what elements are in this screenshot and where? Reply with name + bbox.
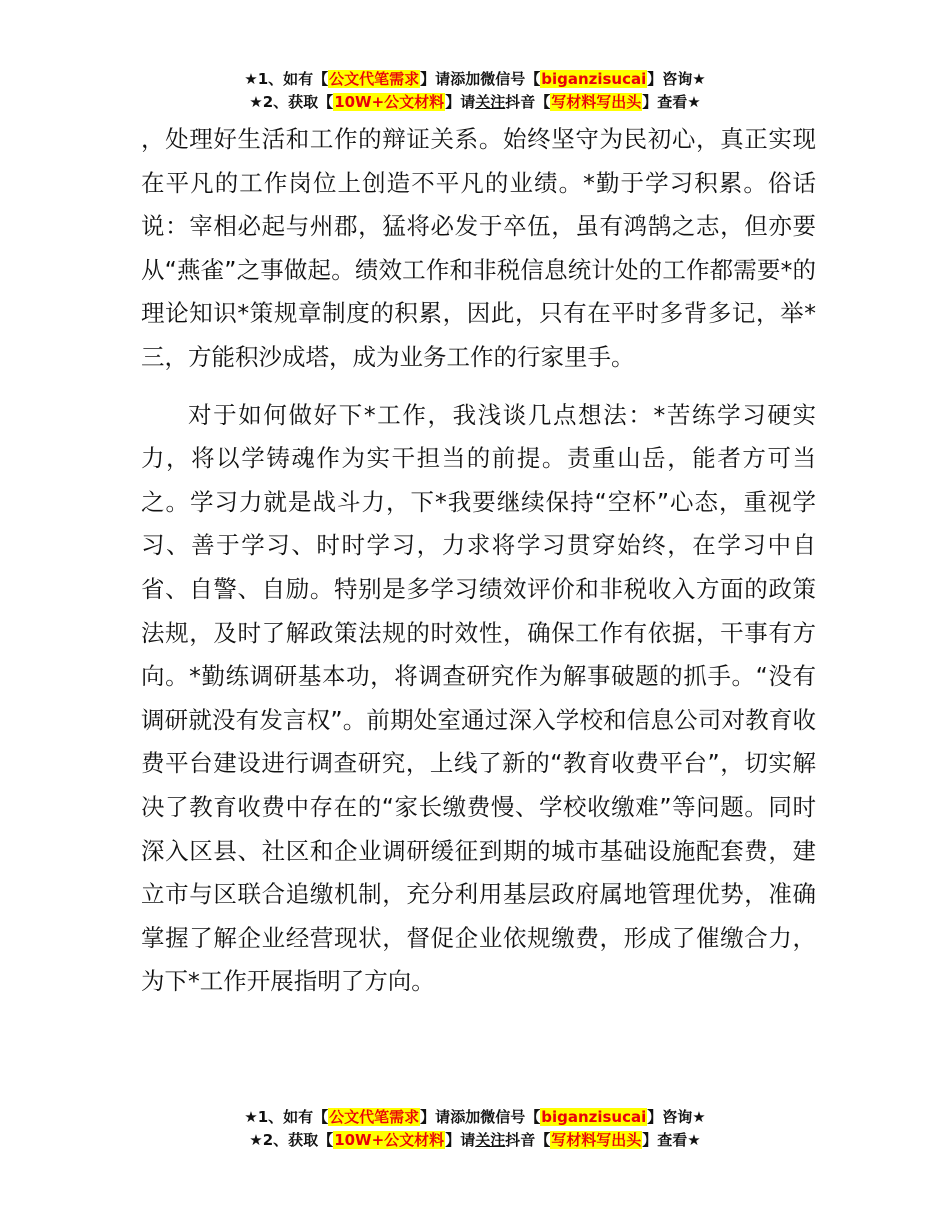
banner-text: 】查看★	[642, 93, 701, 111]
paragraph-1: ，处理好生活和工作的辩证关系。始终坚守为民初心，真正实现在平凡的工作岗位上创造不平凡的业绩。*勤于学习积累。俗话说：宰相必起与州郡，猛将必发于卒伍，虽有鸿鹄之志，但亦要从“燕雀”之事做起。绩效工作和非税信息统计处的工作都需要*的理论知识*策规章制度的积累，因此，只有在平时多背多记，举*三，方能积沙成塔，成为业务工作的行家里手。	[141, 125, 816, 371]
banner-emphasis: 添加	[450, 1108, 481, 1126]
banner-text: ★2、获取【	[249, 1131, 334, 1149]
banner-line-1	[0, 68, 950, 91]
banner-text: ★1、如有【	[244, 1108, 329, 1126]
header-banner	[0, 68, 950, 114]
banner-highlight: 公文代笔需求	[329, 70, 420, 88]
banner-text: 】咨询★	[647, 70, 706, 88]
banner-text: ★1、如有【	[244, 70, 329, 88]
banner-highlight: biganzisucai	[541, 70, 647, 88]
banner-text: 】请	[445, 1131, 476, 1149]
banner-text: 微信号【	[480, 70, 541, 88]
banner-emphasis: 关注	[475, 93, 506, 111]
document-body	[141, 118, 816, 1004]
banner-text: 】请	[420, 1108, 451, 1126]
banner-emphasis: 添加	[450, 70, 481, 88]
banner-text: 】咨询★	[647, 1108, 706, 1126]
banner-text: ★2、获取【	[249, 93, 334, 111]
banner-text: 】请	[420, 70, 451, 88]
banner-text: 微信号【	[480, 1108, 541, 1126]
banner-line-2	[0, 1129, 950, 1152]
banner-highlight: 10W+公文材料	[334, 93, 445, 111]
banner-text: 】请	[445, 93, 476, 111]
banner-highlight: 10W+公文材料	[334, 1131, 445, 1149]
banner-highlight: 写材料写出头	[551, 93, 642, 111]
footer-banner	[0, 1106, 950, 1152]
banner-line-2	[0, 91, 950, 114]
banner-emphasis: 关注	[475, 1131, 506, 1149]
banner-highlight: 写材料写出头	[551, 1131, 642, 1149]
banner-highlight: 公文代笔需求	[329, 1108, 420, 1126]
banner-text: 】查看★	[642, 1131, 701, 1149]
banner-text: 抖音【	[505, 93, 551, 111]
banner-highlight: biganzisucai	[541, 1108, 647, 1126]
banner-line-1	[0, 1106, 950, 1129]
paragraph-2: 对于如何做好下*工作，我浅谈几点想法：*苦练学习硬实力，将以学铸魂作为实干担当的前提。责重山岳，能者方可当之。学习力就是战斗力，下*我要继续保持“空杯”心态，重视学习、善于学习、时时学习，力求将学习贯穿始终，在学习中自省、自警、自励。特别是多学习绩效评价和非税收入方面的政策法规，及时了解政策法规的时效性，确保工作有依据，干事有方向。*勤练调研基本功，将调查研究作为解事破题的抓手。“没有调研就没有发言权”。前期处室通过深入学校和信息公司对教育收费平台建设进行调查研究，上线了新的“教育收费平台”，切实解决了教育收费中存在的“家长缴费慢、学校收缴难”等问题。同时深入区县、社区和企业调研缓征到期的城市基础设施配套费，建立市与区联合追缴机制，充分利用基层政府属地管理优势，准确掌握了解企业经营现状，督促企业依规缴费，形成了催缴合力，为下*工作开展指明了方向。	[141, 400, 816, 996]
banner-text: 抖音【	[505, 1131, 551, 1149]
